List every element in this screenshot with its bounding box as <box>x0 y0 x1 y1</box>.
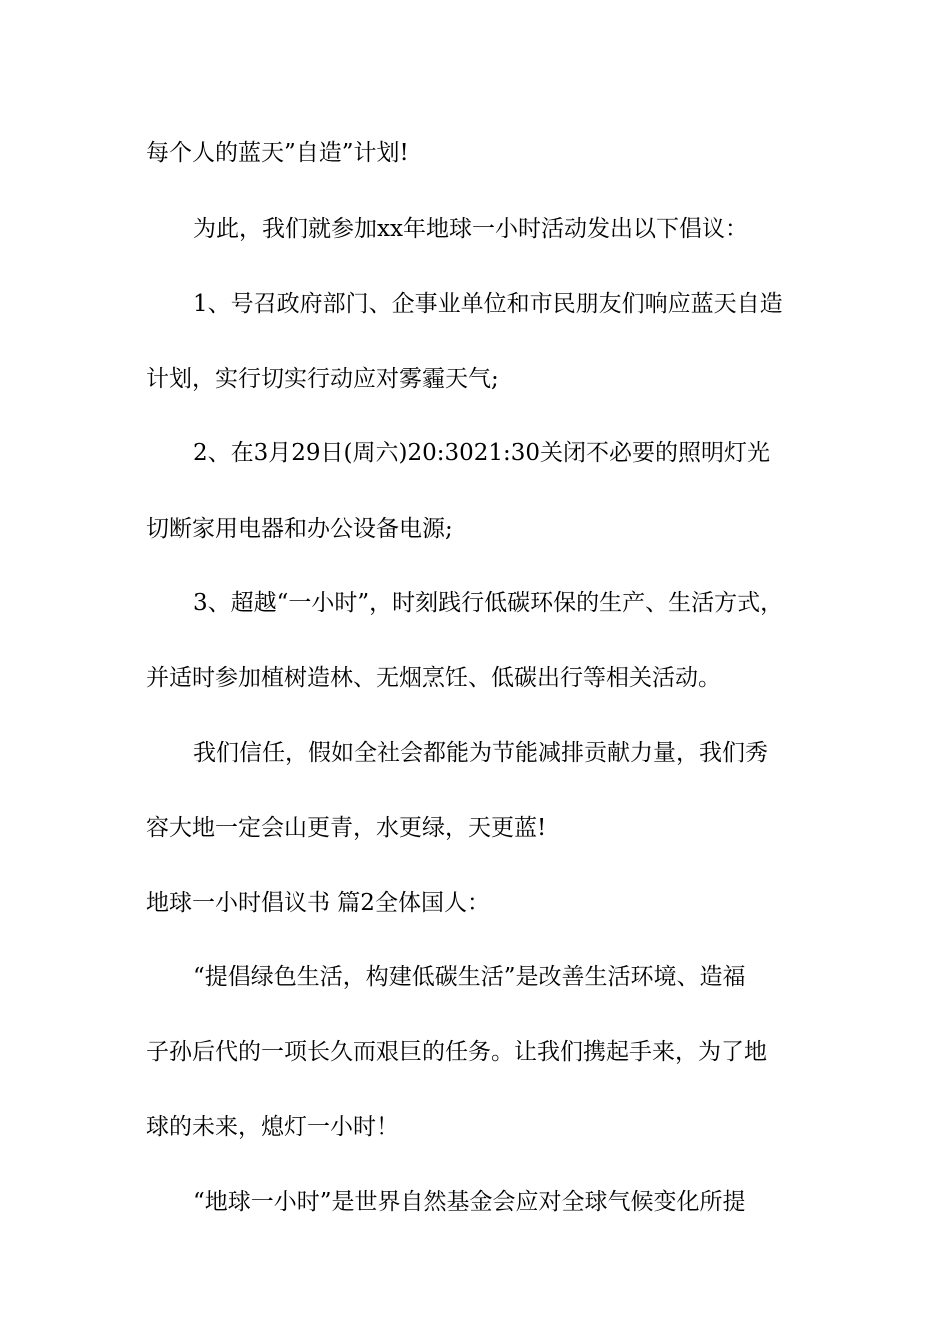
paragraph-line: 我们信任，假如全社会都能为节能减排贡献力量，我们秀 <box>193 740 768 766</box>
paragraph-line: 并适时参加植树造林、无烟烹饪、低碳出行等相关活动。 <box>146 665 721 691</box>
paragraph-line: “地球一小时”是世界自然基金会应对全球气候变化所提 <box>193 1189 746 1215</box>
paragraph-line: 计划，实行切实行动应对雾霾天气; <box>146 366 499 392</box>
paragraph-line: “提倡绿色生活，构建低碳生活”是改善生活环境、造福 <box>193 964 746 990</box>
paragraph-line: 每个人的蓝天”自造”计划! <box>146 140 409 166</box>
section-heading: 地球一小时倡议书 篇2全体国人： <box>146 890 490 916</box>
paragraph-line: 1、号召政府部门、企事业单位和市民朋友们响应蓝天自造 <box>193 291 783 317</box>
paragraph-line: 3、超越“一小时”，时刻践行低碳环保的生产、生活方式， <box>193 590 784 616</box>
paragraph-line: 容大地一定会山更青，水更绿，天更蓝! <box>146 815 547 841</box>
paragraph-line: 球的未来，熄灯一小时！ <box>146 1114 399 1140</box>
paragraph-line: 子孙后代的一项长久而艰巨的任务。让我们携起手来，为了地 <box>146 1039 767 1065</box>
paragraph-line: 切断家用电器和办公设备电源; <box>146 516 453 542</box>
paragraph-line: 2、在3月29日(周六)20:3021:30关闭不必要的照明灯光 <box>193 440 771 466</box>
paragraph-line: 为此，我们就参加xx年地球一小时活动发出以下倡议： <box>193 216 748 242</box>
